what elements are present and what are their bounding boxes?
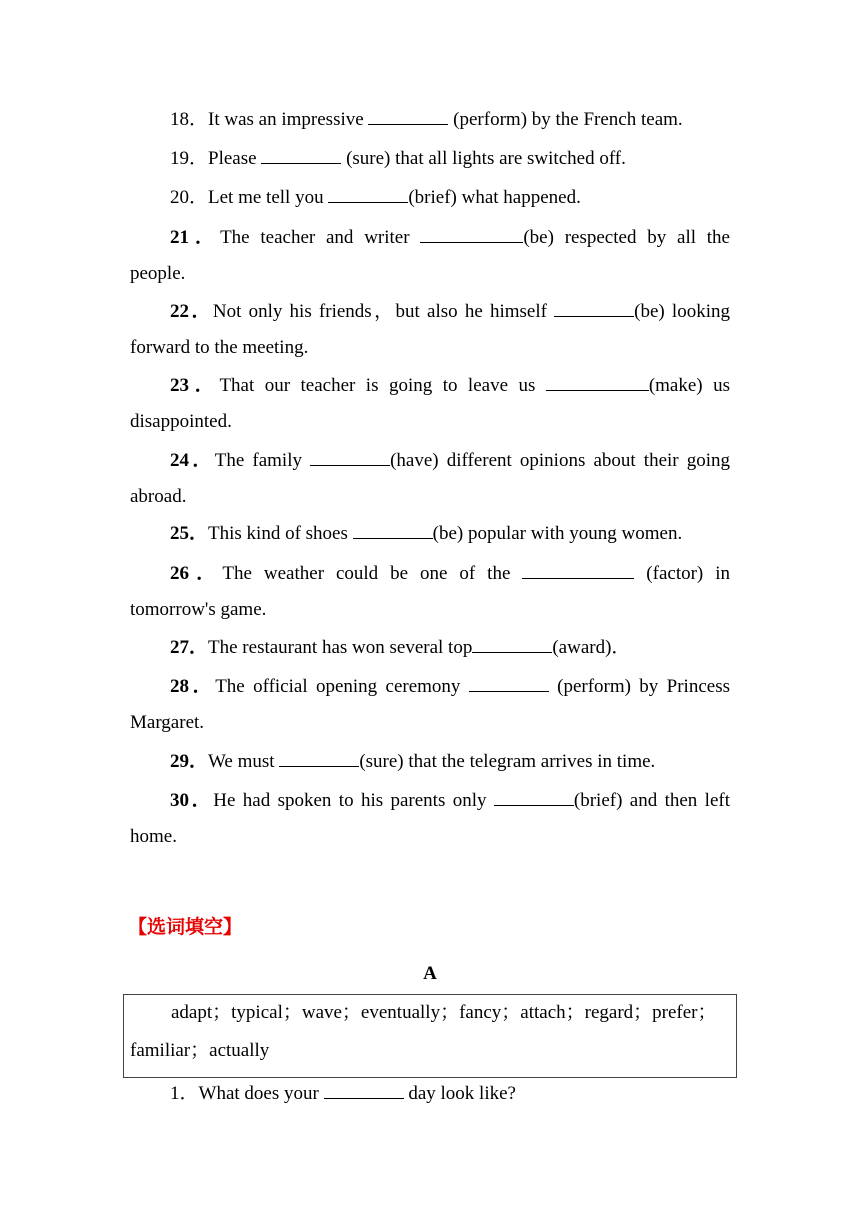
question-25: 25．This kind of shoes (be) popular with young women. [170,520,682,546]
answer-blank[interactable] [368,106,448,125]
answer-blank[interactable] [279,748,359,767]
answer-blank[interactable] [310,447,390,466]
question-19: 19．Please (sure) that all lights are switched off. [170,145,626,171]
question-22-continued: forward to the meeting. [130,337,309,358]
question-30-continued: home. [130,826,177,847]
question-30: 30．He had spoken to his parents only (brief) and then left [170,787,730,813]
question-22: 22．Not only his friends，but also he himself (be) looking [170,298,730,324]
question-20: 20．Let me tell you (brief) what happened. [170,184,581,210]
part-title: A [423,963,437,984]
word-bank-line-2: familiar；actually [130,1040,270,1061]
question-28: 28．The official opening ceremony (perform) by Princess [170,673,730,699]
answer-blank[interactable] [522,560,634,579]
question-24-continued: abroad. [130,486,187,507]
answer-blank[interactable] [494,787,574,806]
question-27: 27．The restaurant has won several top (award)． [170,634,630,660]
question-21-continued: people. [130,263,186,284]
answer-blank[interactable] [420,224,523,243]
answer-blank[interactable] [261,145,341,164]
word-bank-box [123,994,737,1078]
answer-blank[interactable] [472,634,552,653]
question-1: 1．What does your day look like? [170,1080,516,1106]
answer-blank[interactable] [353,520,433,539]
question-26-continued: tomorrow's game. [130,599,267,620]
answer-blank[interactable] [546,372,649,391]
question-28-continued: Margaret. [130,712,205,733]
question-29: 29．We must (sure) that the telegram arrives in time. [170,748,655,774]
question-21: 21．The teacher and writer (be) respected by all the [170,224,730,250]
question-26: 26．The weather could be one of the (factor) in [170,560,730,586]
answer-blank[interactable] [469,673,549,692]
answer-blank[interactable] [328,184,408,203]
question-23: 23．That our teacher is going to leave us (make) us [170,372,730,398]
section-heading: 【选词填空】 [128,916,243,938]
word-bank-line-1: adapt；typical；wave；eventually；fancy；attach；regard；prefer； [171,1002,717,1023]
question-18: 18．It was an impressive (perform) by the French team. [170,106,683,132]
answer-blank[interactable] [554,298,634,317]
answer-blank[interactable] [324,1080,404,1099]
question-24: 24．The family (have) different opinions about their going [170,447,730,473]
question-23-continued: disappointed. [130,411,232,432]
